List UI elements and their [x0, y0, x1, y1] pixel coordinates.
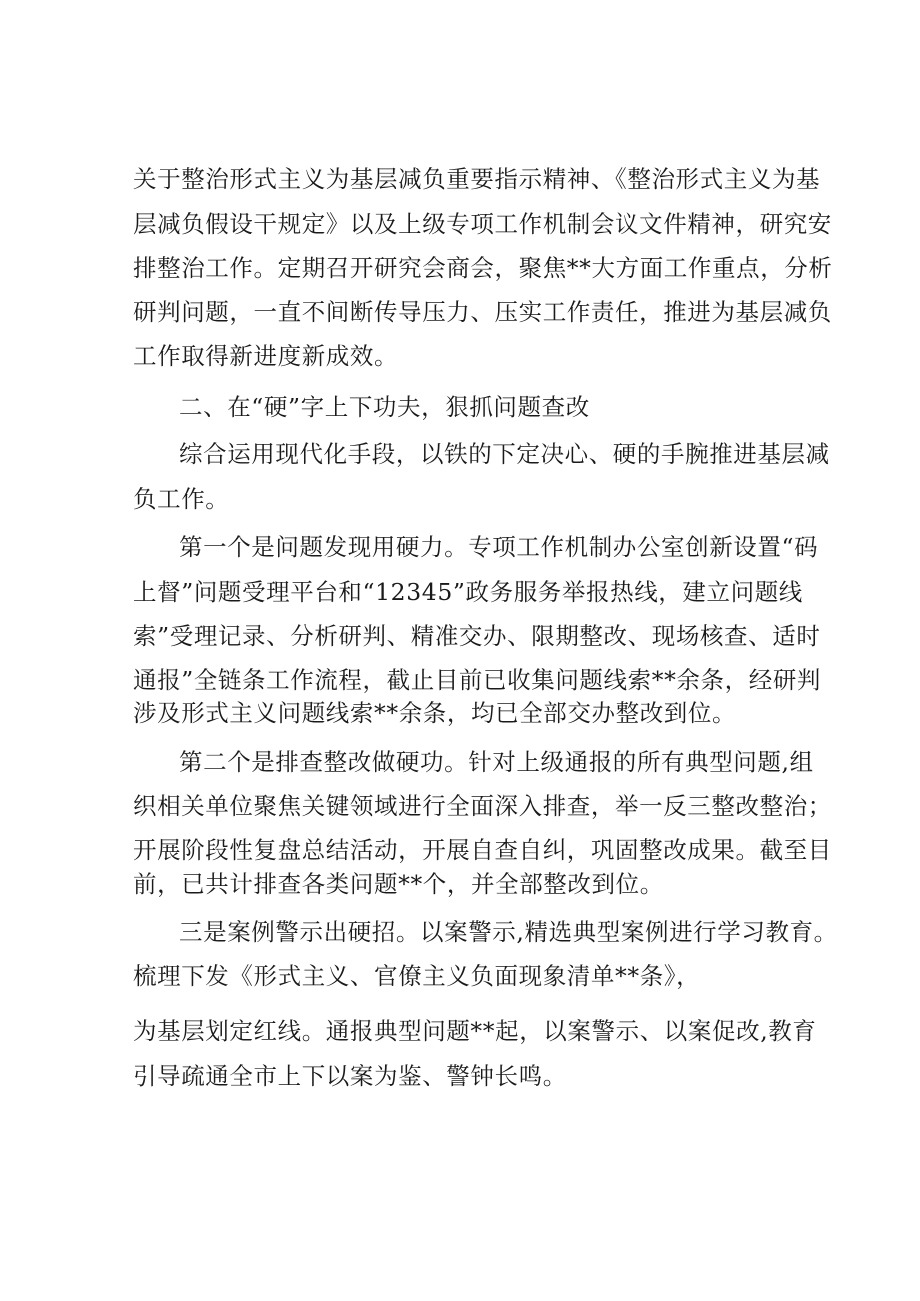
paragraph-2-line-2: 负工作。 [133, 485, 230, 513]
paragraph-1-line-5: 工作取得新进度新成效。 [133, 342, 399, 370]
paragraph-5-line-1: 三是案例警示出硬招。以案警示,精选典型案例进行学习教育。 [179, 918, 838, 946]
paragraph-5-line-4: 引导疏通全市上下以案为鉴、警钟长鸣。 [133, 1062, 567, 1090]
paragraph-3-line-3: 索”受理记录、分析研判、精准交办、限期整改、现场核查、适时 [133, 622, 821, 650]
paragraph-1-line-4: 研判问题，一直不间断传导压力、压实工作责任，推进为基层减负 [133, 298, 832, 326]
paragraph-5-line-3: 为基层划定红线。通报典型问题**起，以案警示、以案促改,教育 [133, 1017, 817, 1045]
paragraph-3-line-1: 第一个是问题发现用硬力。专项工作机制办公室创新设置“码 [179, 533, 819, 561]
section-heading-2: 二、在“硬”字上下功夫，狠抓问题查改 [179, 393, 590, 421]
paragraph-3-line-2: 上督”问题受理平台和“12345”政务服务举报热线，建立问题线 [133, 578, 803, 606]
paragraph-3-line-5: 涉及形式主义问题线索**余条，均已全部交办整改到位。 [133, 699, 737, 727]
paragraph-4-line-1: 第二个是排查整改做硬功。针对上级通报的所有典型问题,组 [179, 748, 814, 776]
paragraph-5-line-2: 梳理下发《形式主义、官僚主义负面现象清单**条》， [133, 962, 701, 990]
paragraph-4-line-4: 前，已共计排查各类问题**个，并全部整改到位。 [133, 870, 664, 898]
paragraph-4-line-2: 织相关单位聚焦关键领域进行全面深入排查，举一反三整改整治； [133, 792, 832, 820]
paragraph-1-line-1: 关于整治形式主义为基层减负重要指示精神、《整治形式主义为基 [133, 165, 821, 193]
paragraph-4-line-3: 开展阶段性复盘总结活动，开展自查自纠，巩固整改成果。截至目 [133, 836, 832, 864]
paragraph-1-line-3: 排整治工作。定期召开研究会商会，聚焦**大方面工作重点，分析 [133, 254, 833, 282]
paragraph-2-line-1: 综合运用现代化手段，以铁的下定决心、硬的手腕推进基层减 [179, 440, 830, 468]
paragraph-3-line-4: 通报”全链条工作流程，截止目前已收集问题线索**余条，经研判 [133, 666, 822, 694]
paragraph-1-line-2: 层减负假设干规定》以及上级专项工作机制会议文件精神，研究安 [133, 210, 832, 238]
